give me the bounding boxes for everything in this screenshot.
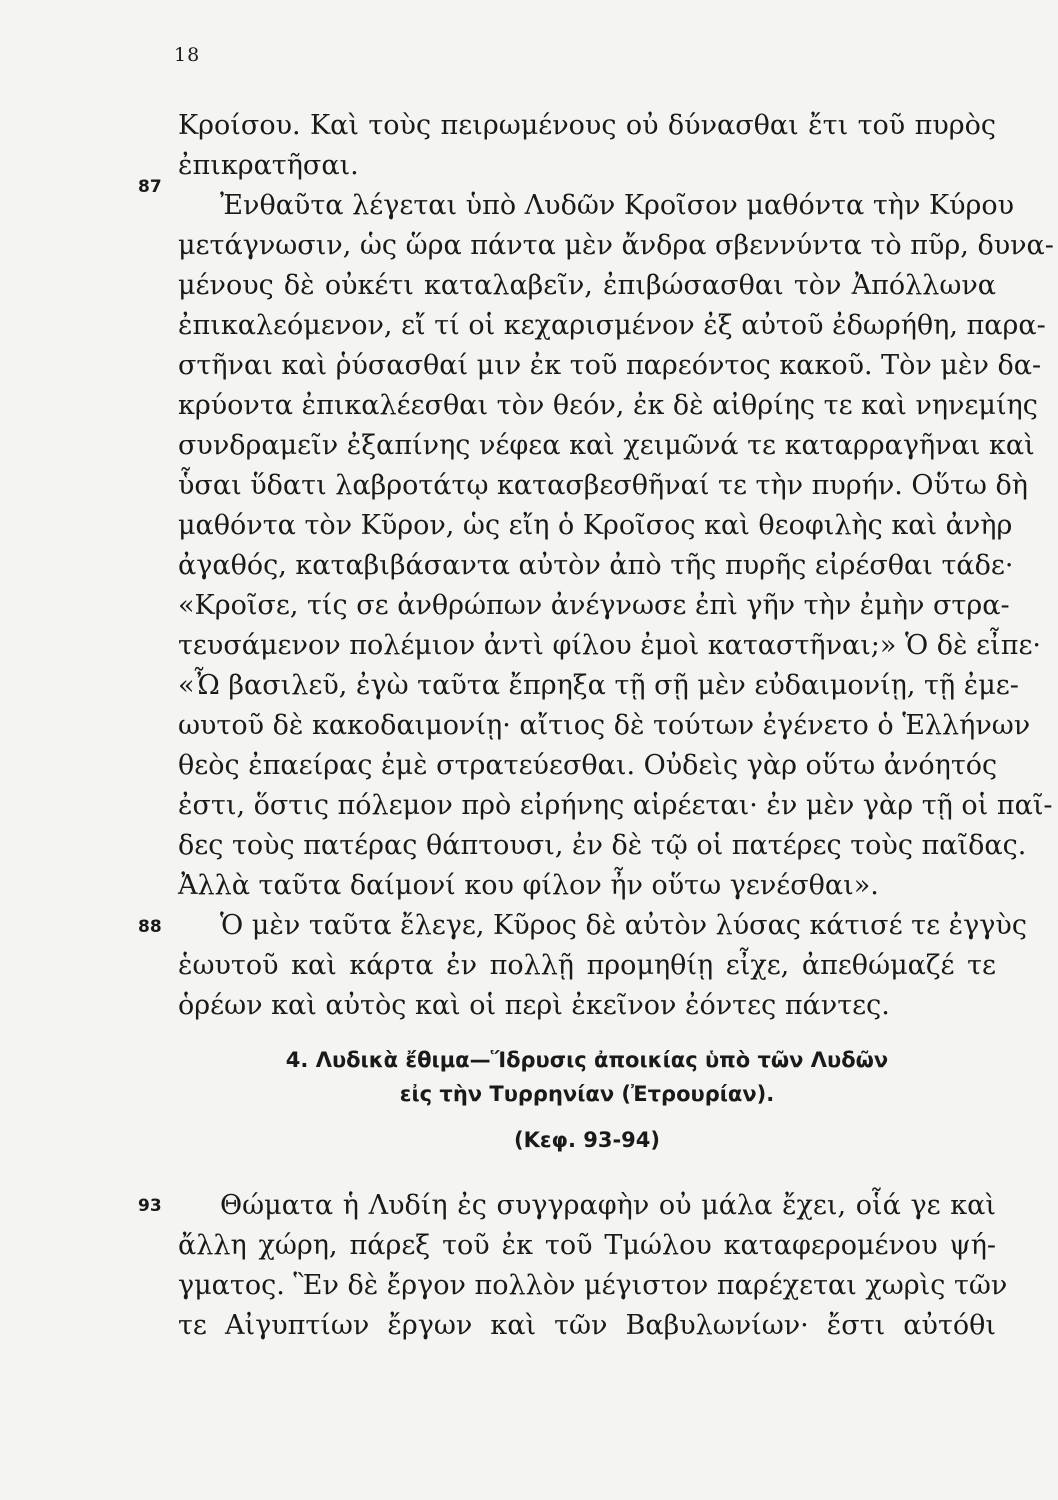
text-line: συνδραμεῖν ἐξαπίνης νέφεα καὶ χειμῶνά τε καταρραγῆναι καὶ bbox=[178, 430, 1035, 461]
text-line: δες τοὺς πατέρας θάπτουσι, ἐν δὲ τῷ οἱ πατέρες τοὺς παῖδας. bbox=[178, 830, 1027, 861]
paragraph-continuation bbox=[178, 106, 996, 186]
text-line: Ἐνθαῦτα λέγεται ὑπὸ Λυδῶν Κροῖσον μαθόντα τὴν Κύρου bbox=[220, 190, 1015, 221]
section-number-93: 93 bbox=[138, 1196, 162, 1216]
text-line: ἑωυτοῦ καὶ κάρτα ἐν πολλῇ προμηθίῃ εἶχε, ἀπεθώμαζέ τε bbox=[178, 950, 996, 981]
text-line: στῆναι καὶ ῥύσασθαί μιν ἐκ τοῦ παρεόντος κακοῦ. Τὸν μὲν δα- bbox=[178, 350, 1042, 381]
text-line: «Ὦ βασιλεῦ, ἐγὼ ταῦτα ἔπρηξα τῇ σῇ μὲν εὐδαιμονίῃ, τῇ ἐμε- bbox=[178, 670, 1019, 701]
text-line: μαθόντα τὸν Κῦρον, ὡς εἴη ὁ Κροῖσος καὶ θεοφιλὴς καὶ ἀνὴρ bbox=[178, 510, 1013, 541]
text-line: ὗσαι ὕδατι λαβροτάτῳ κατασβεσθῆναί τε τὴν πυρήν. Οὕτω δὴ bbox=[178, 470, 1028, 501]
text-line: γματος. Ἓν δὲ ἔργον πολλὸν μέγιστον παρέχεται χωρὶς τῶν bbox=[178, 1270, 1008, 1301]
text-line: θεὸς ἐπαείρας ἐμὲ στρατεύεσθαι. Οὐδεὶς γὰρ οὕτω ἀνόητός bbox=[178, 750, 998, 781]
text-line: κρύοντα ἐπικαλέεσθαι τὸν θεόν, ἐκ δὲ αἰθρίης τε καὶ νηνεμίης bbox=[178, 390, 1038, 421]
section-number-88: 88 bbox=[138, 917, 162, 937]
section-88-paragraph bbox=[178, 906, 1027, 1026]
page-number: 18 bbox=[174, 44, 201, 66]
section-number-87: 87 bbox=[138, 177, 162, 197]
heading-line-2: εἰς τὴν Τυρρηνίαν (Ἐτρουρίαν). bbox=[399, 1082, 775, 1106]
section-93-paragraph bbox=[178, 1186, 1008, 1346]
text-line: μετάγνωσιν, ὡς ὥρα πάντα μὲν ἄνδρα σβεννύντα τὸ πῦρ, δυνα- bbox=[178, 230, 1054, 261]
text-line: «Κροῖσε, τίς σε ἀνθρώπων ἀνέγνωσε ἐπὶ γῆν τὴν ἐμὴν στρα- bbox=[178, 590, 1010, 621]
text-line: μένους δὲ οὐκέτι καταλαβεῖν, ἐπιβώσασθαι τὸν Ἀπόλλωνα bbox=[178, 270, 996, 301]
section-87-paragraph bbox=[178, 186, 1054, 906]
text-line: Κροίσου. Καὶ τοὺς πειρωμένους οὐ δύνασθαι ἔτι τοῦ πυρὸς bbox=[178, 110, 996, 141]
text-line: ὁρέων καὶ αὐτὸς καὶ οἱ περὶ ἐκεῖνον ἐόντες πάντες. bbox=[178, 990, 890, 1021]
text-line: ἐπικαλεόμενον, εἴ τί οἱ κεχαρισμένον ἐξ αὐτοῦ ἐδωρήθη, παρα- bbox=[178, 310, 1046, 341]
section-heading bbox=[178, 1043, 996, 1157]
text-line: ἐπικρατῆσαι. bbox=[178, 150, 359, 181]
chapter-reference: (Κεφ. 93-94) bbox=[513, 1128, 661, 1152]
text-line: Θώματα ἡ Λυδίη ἐς συγγραφὴν οὐ μάλα ἔχει, οἷά γε καὶ bbox=[220, 1190, 996, 1221]
text-line: ωυτοῦ δὲ κακοδαιμονίῃ· αἴτιος δὲ τούτων ἐγένετο ὁ Ἑλλήνων bbox=[178, 710, 1031, 741]
text-line: ἀγαθός, καταβιβάσαντα αὐτὸν ἀπὸ τῆς πυρῆς εἰρέσθαι τάδε· bbox=[178, 550, 1014, 581]
text-line: ἐστι, ὅστις πόλεμον πρὸ εἰρήνης αἱρέεται· ἐν μὲν γὰρ τῇ οἱ παῖ- bbox=[178, 790, 1053, 821]
text-line: ἄλλη χώρη, πάρεξ τοῦ ἐκ τοῦ Τμώλου καταφερομένου ψή- bbox=[178, 1230, 996, 1261]
text-line: τε Αἰγυπτίων ἔργων καὶ τῶν Βαβυλωνίων· ἔστι αὐτόθι bbox=[178, 1310, 996, 1341]
text-line: Ἀλλὰ ταῦτα δαίμονί κου φίλον ἦν οὕτω γενέσθαι». bbox=[178, 870, 879, 901]
text-line: τευσάμενον πολέμιον ἀντὶ φίλου ἐμοὶ καταστῆναι;» Ὁ δὲ εἶπε· bbox=[178, 630, 1042, 661]
text-line: Ὁ μὲν ταῦτα ἔλεγε, Κῦρος δὲ αὐτὸν λύσας κάτισέ τε ἐγγὺς bbox=[220, 910, 1027, 941]
heading-line-1: 4. Λυδικὰ ἔθιμα—Ἵδρυσις ἀποικίας ὑπὸ τῶν Λυδῶν bbox=[285, 1048, 889, 1072]
